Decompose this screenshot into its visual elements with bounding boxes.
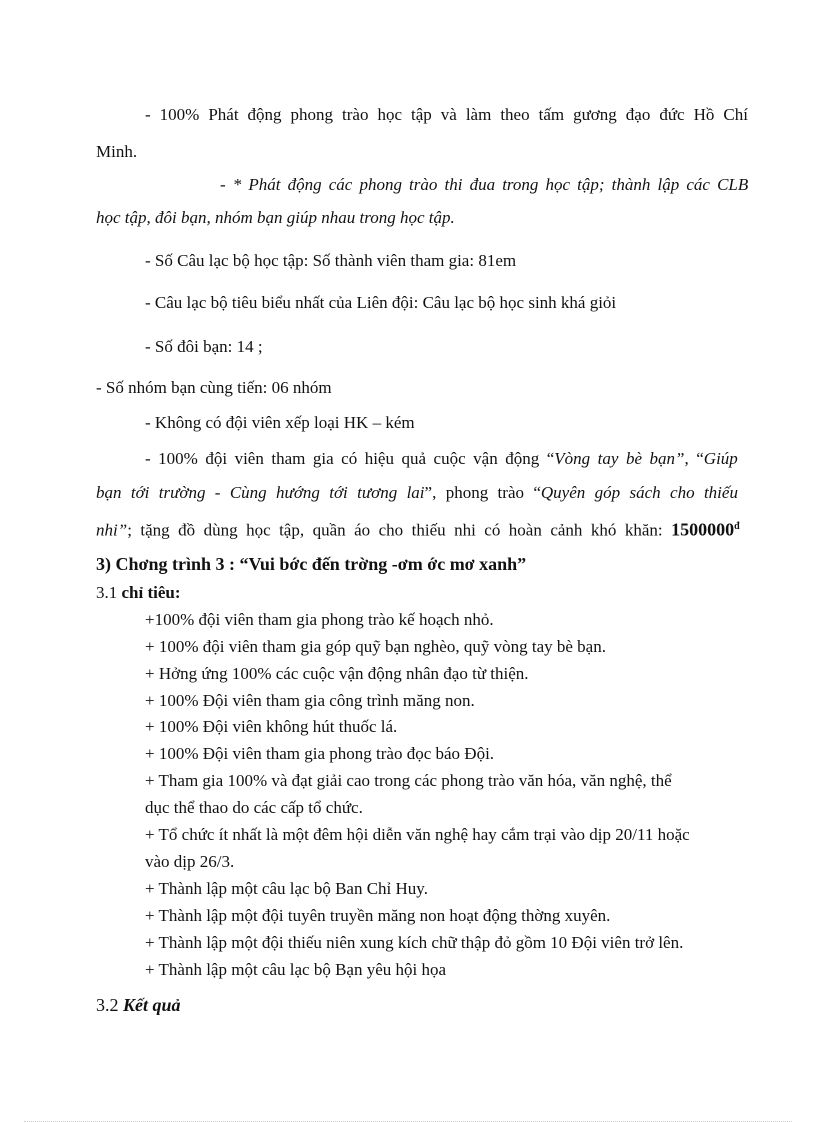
p3-line2-text: ”, phong trào “ bbox=[424, 483, 541, 502]
target-item: + 100% Đội viên tham gia công trình măng non. bbox=[145, 691, 475, 710]
p2-line1: - * Phát động các phong trào thi đua trong học tập; thành lập các CLB bbox=[220, 175, 749, 194]
p3-text-b-italic: Giúp bbox=[703, 449, 738, 468]
target-item: + Tổ chức ít nhất là một đêm hội diễn văn nghệ hay cắm trại vào dịp 20/11 hoặc bbox=[145, 825, 690, 844]
donation-amount: 1500000 bbox=[671, 519, 735, 540]
currency-symbol: đ bbox=[734, 521, 740, 532]
target-item: + 100% đội viên tham gia góp quỹ bạn nghèo, quỹ vòng tay bè bạn. bbox=[145, 637, 606, 656]
target-item: + 100% Đội viên tham gia phong trào đọc báo Đội. bbox=[145, 744, 495, 763]
clubs-count: - Số Câu lạc bộ học tập: Số thành viên tham gia: 81em bbox=[145, 251, 517, 270]
section-3-1-heading bbox=[96, 582, 181, 604]
p1-line2: Minh. bbox=[96, 142, 138, 161]
target-item: + Tham gia 100% và đạt giải cao trong các phong trào văn hóa, văn nghệ, thể bbox=[145, 771, 672, 790]
target-item: + Thành lập một câu lạc bộ Bạn yêu hội họa bbox=[145, 960, 447, 979]
section-3-2-label: Kết quả bbox=[123, 995, 181, 1015]
section3-title: 3) Chơng trình 3 : “Vui bớc đến trờng -ơm ớc mơ xanh” bbox=[96, 554, 527, 574]
target-item: + Thành lập một đội tuyên truyền măng non hoạt động thờng xuyên. bbox=[145, 906, 611, 925]
target-item: + 100% Đội viên không hút thuốc lá. bbox=[145, 717, 398, 736]
target-item: dục thể thao do các cấp tổ chức. bbox=[145, 798, 363, 817]
p3-line3-italic: nhi” bbox=[96, 520, 128, 540]
p2-line2: học tập, đôi bạn, nhóm bạn giúp nhau trong học tập. bbox=[96, 208, 455, 227]
p3-line2-italic: bạn tới trường - Cùng hướng tới tương lai bbox=[96, 483, 425, 502]
no-weak-members: - Không có đội viên xếp loại HK – kém bbox=[145, 413, 415, 432]
section-3-2-number: 3.2 bbox=[96, 995, 123, 1015]
target-item: + Thành lập một đội thiếu niên xung kích chữ thập đỏ gồm 10 Đội viên trở lên. bbox=[145, 933, 684, 952]
p3-line1 bbox=[145, 448, 738, 470]
groups-count: - Số nhóm bạn cùng tiến: 06 nhóm bbox=[96, 378, 332, 397]
page-bottom-divider bbox=[24, 1121, 792, 1122]
p3-text-b: , “ bbox=[684, 449, 704, 468]
section-3-1-label: chỉ tiêu: bbox=[121, 583, 181, 602]
target-item: vào dịp 26/3. bbox=[145, 852, 235, 871]
section-3-1-number: 3.1 bbox=[96, 583, 122, 602]
p3-line3 bbox=[96, 516, 740, 542]
target-item: + Thành lập một câu lạc bộ Ban Chỉ Huy. bbox=[145, 879, 428, 898]
p3-text-a-italic: Vòng tay bè bạn” bbox=[554, 449, 685, 468]
p3-line2-italic2: Quyên góp sách cho thiếu bbox=[540, 483, 738, 502]
section-3-2-heading bbox=[96, 994, 181, 1016]
p3-text-a: - 100% đội viên tham gia có hiệu quả cuộc vận động “ bbox=[145, 449, 555, 468]
best-club: - Câu lạc bộ tiêu biểu nhất của Liên đội: Câu lạc bộ học sinh khá giỏi bbox=[145, 293, 617, 312]
p3-line2 bbox=[96, 482, 738, 504]
target-item: +100% đội viên tham gia phong trào kế hoạch nhỏ. bbox=[145, 610, 494, 629]
p1-line1: - 100% Phát động phong trào học tập và làm theo tấm gương đạo đức Hồ Chí bbox=[145, 105, 748, 124]
pairs-count: - Số đôi bạn: 14 ; bbox=[145, 337, 263, 356]
p3-line3-text: ; tặng đồ dùng học tập, quần áo cho thiếu nhi có hoàn cảnh khó khăn: bbox=[127, 520, 672, 540]
target-item: + Hởng ứng 100% các cuộc vận động nhân đạo từ thiện. bbox=[145, 664, 529, 683]
